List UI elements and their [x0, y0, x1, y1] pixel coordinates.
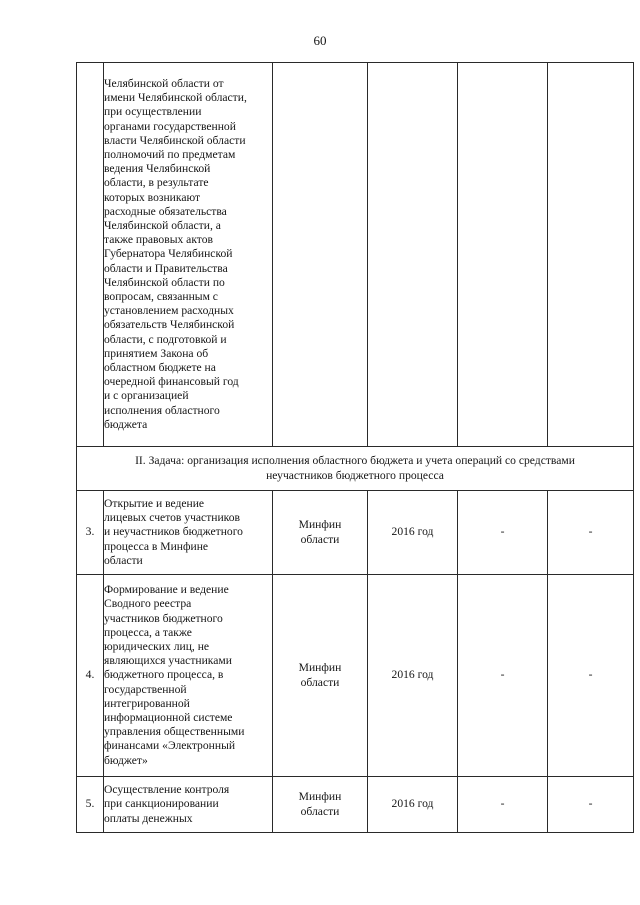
description-line: управления общественными [104, 725, 245, 739]
description-line: бюджета [104, 417, 148, 431]
description-line: бюджет» [104, 753, 148, 767]
description-line: области, в результате [104, 176, 209, 190]
description-line: которых возникают [104, 190, 201, 204]
description-line: лицевых счетов участников [104, 511, 240, 525]
indicator-cell: - [548, 777, 634, 833]
description-line: области, с подготовкой и [104, 332, 227, 346]
indicator-cell: - [458, 777, 548, 833]
description-line: Открытие и ведение [104, 496, 205, 510]
indicator-cell: - [548, 575, 634, 777]
description-line: власти Челябинской области [104, 133, 246, 147]
description-line: и с организацией [104, 389, 189, 403]
description-line: областном бюджете на [104, 361, 216, 375]
indicator-cell [548, 63, 634, 447]
description-cell [104, 777, 273, 833]
description-line: обязательств Челябинской [104, 318, 235, 332]
page-number: 60 [313, 33, 327, 48]
executor-line: области [300, 804, 340, 818]
description-line: области [104, 553, 143, 567]
description-line: области и Правительства [104, 261, 228, 275]
description-line: Сводного реестра [104, 597, 192, 611]
executor-cell [273, 491, 368, 575]
description-line: органами государственной [104, 119, 236, 133]
description-line: финансами «Электронный [104, 739, 236, 753]
description-line: Осуществление контроля [104, 783, 230, 797]
indicator-cell: - [458, 575, 548, 777]
description-line: информационной системе [104, 711, 233, 724]
table-row [77, 575, 634, 777]
description-line: при осуществлении [104, 105, 202, 119]
description-line: и неучастников бюджетного [104, 525, 243, 539]
term-cell [368, 63, 458, 447]
description-line: принятием Закона об [104, 346, 209, 360]
section-heading [77, 447, 634, 491]
section-heading-row [77, 447, 634, 491]
indicator-cell [458, 63, 548, 447]
executor-cell [273, 63, 368, 447]
description-line: имени Челябинской области, [104, 91, 247, 105]
term-cell: 2016 год [368, 575, 458, 777]
description-cell [104, 63, 273, 447]
description-line: оплаты денежных [104, 811, 193, 825]
description-line: участников бюджетного [104, 611, 223, 625]
description-line: также правовых актов [104, 233, 213, 247]
executor-line: области [300, 532, 340, 546]
description-line: государственной [104, 682, 187, 696]
table-row-continued [77, 63, 634, 447]
executor-line: Минфин [298, 661, 342, 675]
description-line: процесса в Минфине [104, 539, 209, 553]
description-line: ведения Челябинской [104, 162, 211, 176]
row-number-cell: 5. [77, 777, 104, 833]
description-line: являющихся участниками [104, 654, 232, 668]
executor-line: Минфин [298, 518, 342, 532]
row-number-cell [77, 63, 104, 447]
measures-table [76, 62, 634, 833]
description-cell [104, 575, 273, 777]
executor-cell [273, 777, 368, 833]
executor-line: области [300, 675, 340, 689]
description-line: интегрированной [104, 696, 190, 710]
table-row [77, 777, 634, 833]
description-line: расходные обязательства [104, 204, 227, 218]
description-line: Челябинской области по [104, 275, 225, 289]
description-line: при санкционировании [104, 797, 219, 811]
section-heading-line: II. Задача: организация исполнения областного бюджета и учета операций со средствами [135, 454, 575, 468]
description-line: исполнения областного [104, 403, 220, 417]
description-line: юридических лиц, не [104, 639, 210, 653]
indicator-cell: - [458, 491, 548, 575]
description-line: бюджетного процесса, в [104, 668, 224, 682]
term-cell: 2016 год [368, 777, 458, 833]
description-line: очередной финансовый год [104, 375, 239, 389]
table-row [77, 491, 634, 575]
description-line: Челябинской области, а [104, 218, 221, 232]
description-line: вопросам, связанным с [104, 290, 218, 303]
executor-line: Минфин [298, 790, 342, 804]
description-line: процесса, а также [104, 625, 192, 639]
executor-cell [273, 575, 368, 777]
description-line: полномочий по предметам [104, 147, 236, 161]
term-cell: 2016 год [368, 491, 458, 575]
section-heading-line: неучастников бюджетного процесса [266, 468, 444, 482]
indicator-cell: - [548, 491, 634, 575]
description-line: Губернатора Челябинской [104, 247, 233, 261]
description-line: Челябинской области от [104, 76, 224, 90]
description-line: установлением расходных [104, 304, 234, 318]
description-line: Формирование и ведение [104, 583, 229, 597]
row-number-cell: 3. [77, 491, 104, 575]
row-number-cell: 4. [77, 575, 104, 777]
description-cell [104, 491, 273, 575]
